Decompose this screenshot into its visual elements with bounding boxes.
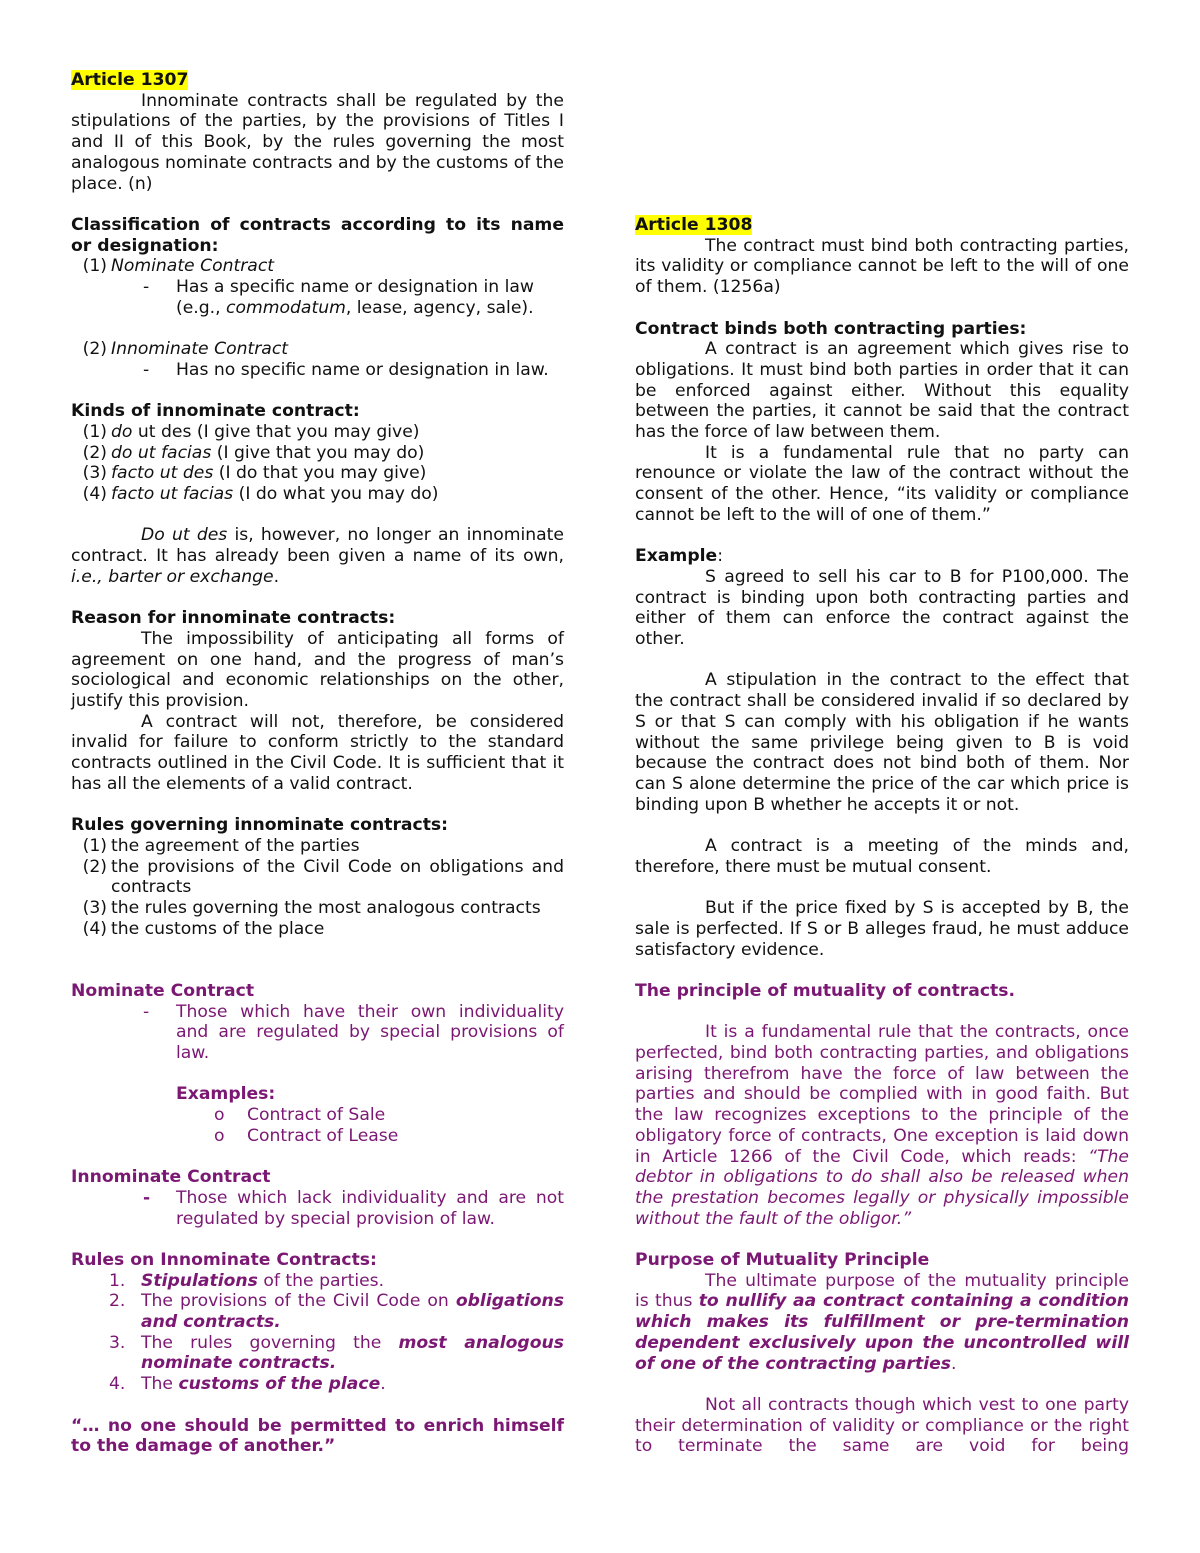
reason-paragraph-2: A contract will not, therefore, be considered invalid for failure to conform strictly to the standard contracts outlined in the Civil Code. It is sufficient that it has all the elements of a valid contract. — [71, 711, 564, 794]
kind-item: (3) facto ut des (I do that you may give) — [82, 463, 427, 484]
rules-on-item: 1. Stipulations of the parties. — [109, 1270, 385, 1291]
purple-notes-right — [635, 981, 1129, 1457]
rule-item: (4) the customs of the place — [82, 918, 325, 939]
nominate-heading: Nominate Contract — [71, 980, 255, 1001]
rules-on-item: 4. The customs of the place. — [109, 1374, 386, 1395]
last-paragraph: Not all contracts though which vest to one party their determination of validity or compliance or the right to terminate the same are void for being — [635, 1394, 1129, 1457]
class-item-1: (1) Nominate Contract — [82, 256, 275, 277]
example-heading: Example: — [635, 546, 723, 567]
class-item-2-desc: - Has no specific name or designation in law. — [143, 359, 549, 380]
rules-heading: Rules governing innominate contracts: — [71, 815, 449, 836]
rules-on-heading: Rules on Innominate Contracts: — [71, 1249, 377, 1270]
example-paragraph-2: A stipulation in the contract to the effect that the contract shall be considered invalid if so declared by S or that S can comply with his obligation if he wants without the same privilege being given to B is void because the contract does not bind both of them. Nor can S alone determine the price of the car which price is binding upon B whether he accepts it or not. — [635, 670, 1129, 815]
examples-heading: Examples: — [176, 1084, 276, 1105]
binds-paragraph-1: A contract is an agreement which gives rise to obligations. It must bind both parties in order that it can be enforced against either. Without this equality between the parties, it cannot be said that the contract has the force of law between them. — [635, 339, 1129, 443]
article-1307-heading: Article 1307 — [71, 70, 189, 90]
left-column — [71, 70, 564, 1457]
nominate-desc: - Those which have their own individuality and are regulated by special provisions of law. — [143, 1001, 564, 1063]
rule-item: (3) the rules governing the most analogous contracts — [82, 898, 541, 919]
kind-item: (1) do ut des (I give that you may give) — [82, 421, 420, 442]
innominate-heading: Innominate Contract — [71, 1167, 271, 1188]
article-1308-heading: Article 1308 — [635, 215, 753, 235]
rule-item: (1) the agreement of the parties — [82, 835, 360, 856]
purple-notes — [71, 981, 564, 1457]
class-item-2: (2) Innominate Contract — [82, 339, 289, 360]
kinds-heading: Kinds of innominate contract: — [71, 401, 360, 422]
innominate-desc: - Those which lack individuality and are not regulated by special provision of law. — [143, 1187, 564, 1229]
right-column — [635, 215, 1129, 1457]
example-paragraph-1: S agreed to sell his car to B for P100,000. The contract is binding upon both contracting parties and either of them can enforce the contract against the other. — [635, 566, 1129, 650]
rules-on-item: 3. The rules governing the most analogous nominate contracts. — [109, 1332, 564, 1374]
example-item: o Contract of Lease — [214, 1125, 399, 1146]
binds-paragraph-2: It is a fundamental rule that no party can renounce or violate the law of the contract without the consent of the other. Hence, “its validity or compliance cannot be left to the will of one of them.” — [635, 442, 1129, 525]
do-ut-des-paragraph: Do ut des is, however, no longer an innominate contract. It has already been given a name of its own, i.e., barter or exchange. — [71, 525, 564, 587]
example-paragraph-4: But if the price fixed by S is accepted by B, the sale is perfected. If S or B alleges fraud, he must adduce satisfactory evidence. — [635, 898, 1129, 960]
article-1308-text: The contract must bind both contracting parties, its validity or compliance cannot be left to the will of one of them. (1256a) — [635, 235, 1129, 298]
principle-heading: The principle of mutuality of contracts. — [635, 980, 1016, 1001]
binds-heading: Contract binds both contracting parties: — [635, 318, 1027, 339]
classification-heading: Classification of contracts according to its name or designation: — [71, 214, 564, 256]
enrichment-quote: “… no one should be permitted to enrich himself to the damage of another.” — [71, 1415, 564, 1457]
class-item-1-desc: - Has a specific name or designation in law (e.g., commodatum, lease, agency, sale). — [143, 277, 534, 318]
rules-on-item: 2. The provisions of the Civil Code on obligations and contracts. — [109, 1291, 564, 1333]
reason-heading: Reason for innominate contracts: — [71, 608, 396, 629]
kind-item: (2) do ut facias (I give that you may do) — [82, 442, 425, 463]
purpose-heading: Purpose of Mutuality Principle — [635, 1250, 930, 1271]
rule-item: (2) the provisions of the Civil Code on obligations and contracts — [82, 856, 564, 898]
example-paragraph-3: A contract is a meeting of the minds and, therefore, there must be mutual consent. — [635, 836, 1129, 877]
principle-paragraph: It is a fundamental rule that the contracts, once perfected, bind both contracting parties, and obligations arising therefrom have the force of law between the parties and should be complied with in good faith. But the law recognizes exceptions to the principle of the obligatory force of contracts, One exception is laid down in Article 1266 of the Civil Code, which reads: “The debtor in obligations to do shall also be released when the prestation becomes legally or physically impossible without the fault of the obligor.” — [635, 1022, 1129, 1229]
kind-item: (4) facto ut facias (I do what you may do) — [82, 484, 439, 505]
example-item: o Contract of Sale — [214, 1105, 386, 1126]
reason-paragraph-1: The impossibility of anticipating all forms of agreement on one hand, and the progress of man’s sociological and economic relationships on the other, justify this provision. — [71, 628, 564, 712]
purpose-paragraph: The ultimate purpose of the mutuality principle is thus to nullify aa contract containing a condition which makes its fulfillment or pre-termination dependent exclusively upon the uncontrolled will of one of the contracting parties. — [635, 1270, 1129, 1374]
article-1307-text: Innominate contracts shall be regulated by the stipulations of the parties, by the provisions of Titles I and II of this Book, by the rules governing the most analogous nominate contracts and by the customs of the place. (n) — [71, 90, 564, 194]
